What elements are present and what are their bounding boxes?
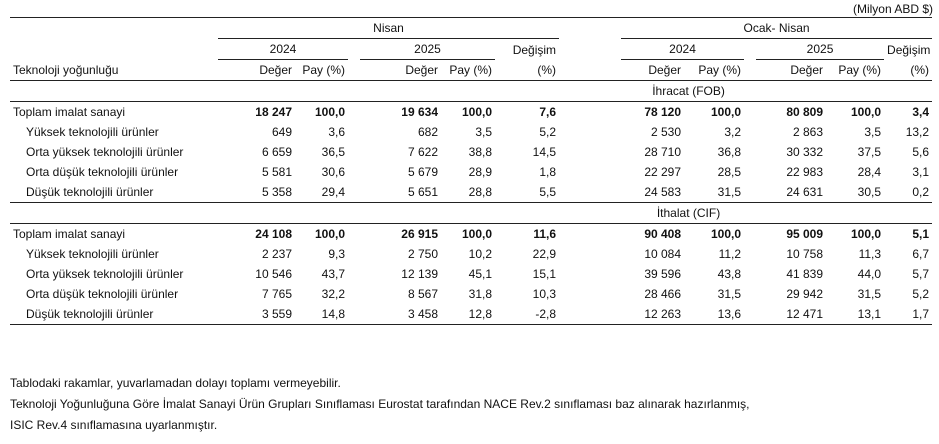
row-label: Orta yüksek teknolojili ürünler: [26, 267, 184, 281]
table-cell: 5,5: [495, 182, 559, 203]
table-cell: 22 983: [786, 165, 824, 179]
table-row: [10, 304, 932, 325]
value-header: Değer: [756, 60, 826, 81]
table-row: [10, 264, 932, 284]
row-label: Yüksek teknolojili ürünler: [26, 125, 159, 139]
share-header: Pay (%): [441, 60, 495, 81]
table-cell: 5 358: [218, 182, 295, 203]
table-cell: 39 596: [644, 267, 682, 281]
table-row: [10, 182, 932, 203]
table-cell: 7 622: [407, 145, 438, 159]
table-cell: 36,8: [717, 145, 742, 159]
table-cell: 31,8: [468, 287, 492, 301]
table-cell: 649: [271, 125, 292, 139]
table-cell: 0,2: [884, 182, 932, 203]
table-cell: 14,8: [295, 304, 348, 325]
table-cell: 100,0: [295, 102, 348, 123]
table-cell: 28,4: [857, 165, 882, 179]
row-label: Düşük teknolojili ürünler: [10, 182, 218, 203]
table-cell: 7,6: [495, 102, 559, 123]
row-label: Orta yüksek teknolojili ürünler: [26, 145, 184, 159]
section-title-row: [10, 203, 932, 224]
table-cell: -2,8: [495, 304, 559, 325]
table-cell: 26 915: [360, 224, 441, 245]
table-row: [10, 102, 932, 123]
year-2024-nisan: 2024: [218, 39, 348, 60]
table-cell: 3 458: [360, 304, 441, 325]
table-cell: 2 750: [407, 247, 438, 261]
table-cell: 3 559: [218, 304, 295, 325]
table-cell: 682: [417, 125, 438, 139]
table-cell: 5 651: [360, 182, 441, 203]
table-cell: 5 679: [407, 165, 438, 179]
table-cell: 2 530: [651, 125, 682, 139]
change-pct-header: (%): [884, 60, 932, 81]
section-title-row: [10, 81, 932, 102]
technology-trade-table: [10, 17, 932, 325]
table-cell: 6 659: [261, 145, 292, 159]
table-cell: 10,2: [468, 247, 492, 261]
table-cell: 38,8: [468, 145, 492, 159]
table-cell: 28,5: [717, 165, 742, 179]
table-cell: 5,2: [912, 287, 930, 301]
header-row-years: [10, 39, 932, 60]
table-cell: 5,6: [912, 145, 930, 159]
footnote: ISIC Rev.4 sınıflamasına uyarlanmıştır.: [10, 418, 218, 432]
row-label: Yüksek teknolojili ürünler: [26, 247, 159, 261]
table-cell: 10,3: [532, 287, 557, 301]
table-cell: 5,2: [539, 125, 557, 139]
table-cell: 45,1: [468, 267, 492, 281]
table-cell: 2 863: [793, 125, 824, 139]
table-cell: 78 120: [621, 102, 684, 123]
table-row: [10, 122, 932, 142]
table-cell: 9,3: [328, 247, 345, 261]
table-cell: 7 765: [261, 287, 292, 301]
table-cell: 5 581: [261, 165, 292, 179]
table-cell: 2 237: [261, 247, 292, 261]
row-label: Orta düşük teknolojili ürünler: [26, 165, 179, 179]
header-row-groups: [10, 18, 932, 39]
unit-label: (Milyon ABD $): [852, 2, 933, 16]
table-cell: 80 809: [756, 102, 826, 123]
header-row-columns: [10, 60, 932, 81]
table-cell: 28,8: [441, 182, 495, 203]
table-cell: 22,9: [532, 247, 557, 261]
table-cell: 29 942: [786, 287, 824, 301]
table-cell: 44,0: [857, 267, 882, 281]
table-cell: 3,2: [724, 125, 742, 139]
table-cell: 10 084: [644, 247, 682, 261]
table-cell: 12 263: [621, 304, 684, 325]
table-cell: 100,0: [684, 102, 744, 123]
value-header: Değer: [218, 60, 295, 81]
table-row: [10, 224, 932, 245]
table-cell: 11,3: [858, 247, 882, 261]
table-cell: 12,8: [441, 304, 495, 325]
year-2025-ocak-nisan: 2025: [756, 39, 884, 60]
table-cell: 100,0: [441, 224, 495, 245]
table-cell: 13,1: [826, 304, 884, 325]
share-header: Pay (%): [295, 60, 348, 81]
change-header-nisan: Değişim: [512, 42, 557, 57]
table-cell: 28 710: [644, 145, 682, 159]
row-label-header: Teknoloji yoğunluğu: [10, 60, 218, 81]
table-cell: 19 634: [360, 102, 441, 123]
table-cell: 3,4: [884, 102, 932, 123]
table-cell: 37,5: [857, 145, 882, 159]
value-header: Değer: [621, 60, 684, 81]
table-cell: 31,5: [717, 287, 742, 301]
table-cell: 100,0: [295, 224, 348, 245]
table-cell: 29,4: [295, 182, 348, 203]
table-row: [10, 142, 932, 162]
table-cell: 100,0: [441, 102, 495, 123]
table-cell: 13,2: [905, 125, 930, 139]
row-label: Orta düşük teknolojili ürünler: [26, 287, 179, 301]
share-header: Pay (%): [684, 60, 744, 81]
table-cell: 30,6: [321, 165, 345, 179]
year-2025-nisan: 2025: [360, 39, 495, 60]
section-title: İhracat (FOB): [652, 84, 725, 98]
table-cell: 15,1: [532, 267, 557, 281]
value-header: Değer: [360, 60, 441, 81]
table-cell: 1,8: [539, 165, 557, 179]
table-cell: 14,5: [532, 145, 557, 159]
table-row: [10, 244, 932, 264]
table-cell: 95 009: [756, 224, 826, 245]
table-cell: 43,8: [717, 267, 742, 281]
table-cell: 36,5: [321, 145, 345, 159]
table-cell: 28 466: [644, 287, 682, 301]
table-cell: 8 567: [407, 287, 438, 301]
table-cell: 3,5: [864, 125, 882, 139]
table-cell: 18 247: [218, 102, 295, 123]
table-cell: 13,6: [684, 304, 744, 325]
table-cell: 5,1: [884, 224, 932, 245]
table-cell: 12 471: [756, 304, 826, 325]
table-cell: 3,1: [912, 165, 930, 179]
table-cell: 43,7: [321, 267, 345, 281]
footnotes: [10, 373, 750, 436]
table-cell: 5,7: [912, 267, 930, 281]
table-cell: 100,0: [684, 224, 744, 245]
table-cell: 22 297: [644, 165, 682, 179]
row-label: Düşük teknolojili ürünler: [10, 304, 218, 325]
table-cell: 41 839: [786, 267, 824, 281]
table-cell: 3,6: [328, 125, 345, 139]
table-cell: 30,5: [826, 182, 884, 203]
group-nisan: Nisan: [218, 18, 559, 39]
group-ocak-nisan: Ocak- Nisan: [621, 18, 932, 39]
table-cell: 32,2: [321, 287, 345, 301]
table-cell: 1,7: [884, 304, 932, 325]
table-cell: 11,6: [495, 224, 559, 245]
change-pct-header: (%): [495, 60, 559, 81]
section-title: İthalat (CIF): [656, 206, 721, 220]
row-label: Toplam imalat sanayi: [10, 224, 218, 245]
table-cell: 10 758: [786, 247, 824, 261]
table-cell: 90 408: [621, 224, 684, 245]
table-cell: 11,2: [718, 247, 742, 261]
table-cell: 3,5: [475, 125, 492, 139]
footnote: Teknoloji Yoğunluğuna Göre İmalat Sanayi Ürün Grupları Sınıflaması Eurostat tarafından NACE Rev.2 sınıflaması baz alınarak hazırlanmış,: [10, 397, 750, 411]
table-cell: 10 546: [255, 267, 292, 281]
table-cell: 28,9: [468, 165, 492, 179]
footnote: Tablodaki rakamlar, yuvarlamadan dolayı toplamı vermeyebilir.: [10, 376, 341, 390]
share-header: Pay (%): [826, 60, 884, 81]
table-cell: 6,7: [912, 247, 930, 261]
change-header-ocak-nisan: Değişim: [887, 42, 931, 57]
table-body: [10, 81, 932, 325]
table-cell: 100,0: [826, 224, 884, 245]
table-cell: 24 631: [756, 182, 826, 203]
row-label: Toplam imalat sanayi: [10, 102, 218, 123]
table-row: [10, 162, 932, 182]
table-cell: 30 332: [786, 145, 824, 159]
table-cell: 24 583: [621, 182, 684, 203]
year-2024-ocak-nisan: 2024: [621, 39, 744, 60]
table-row: [10, 284, 932, 304]
table-cell: 24 108: [218, 224, 295, 245]
table-cell: 100,0: [826, 102, 884, 123]
table-cell: 31,5: [684, 182, 744, 203]
table-cell: 12 139: [401, 267, 438, 281]
table-cell: 31,5: [857, 287, 882, 301]
